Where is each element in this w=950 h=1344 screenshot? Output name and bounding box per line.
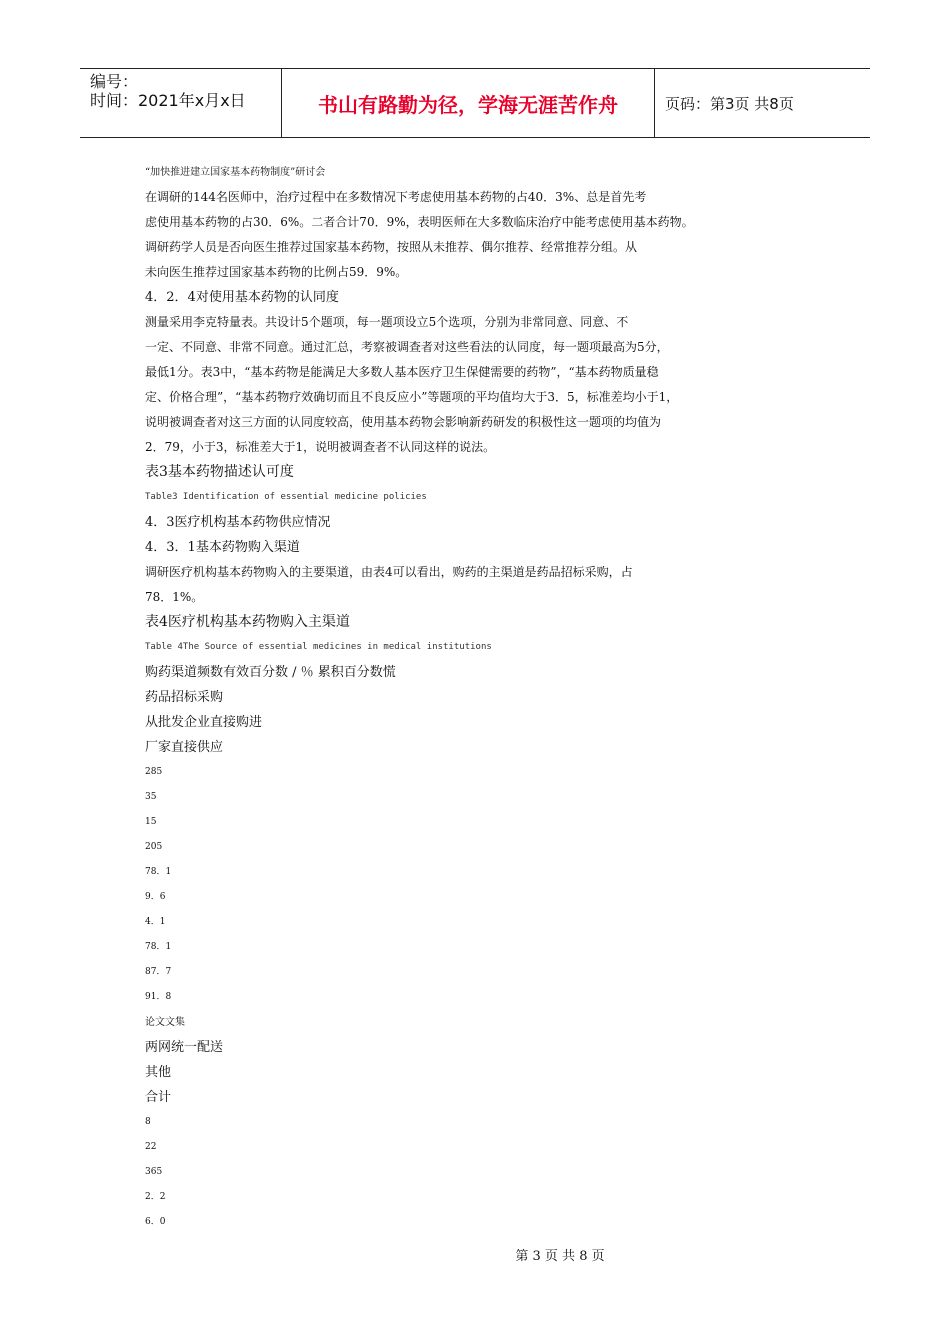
text-line: 表4医疗机构基本药物购入主渠道: [145, 614, 350, 630]
text-line: 定、价格合理”，“基本药物疗效确切而且不良反应小”等题项的平均值均大于3．5，标准差均小于1，: [145, 390, 679, 404]
text-line: 91．8: [145, 992, 172, 1002]
text-line: 35: [145, 792, 157, 802]
text-line: 其他: [145, 1065, 172, 1080]
text-line: Table3 Identification of essential medicine policies: [145, 492, 427, 502]
text-line: 78．1: [145, 867, 172, 877]
text-line: 2．79，小于3，标准差大于1，说明被调查者不认同这样的说法。: [145, 440, 496, 454]
text-line: 从批发企业直接购进: [145, 715, 263, 730]
header-number-label: 编号：: [90, 72, 139, 91]
text-line: 6．0: [145, 1217, 166, 1227]
text-line: 最低1分。表3中，“基本药物是能满足大多数人基本医疗卫生保健需要的药物”，“基本药物质量稳: [145, 365, 659, 379]
page-footer: 第 3 页 共 8 页: [515, 1249, 605, 1264]
header-motto: 书山有路勤为径，学海无涯苦作舟: [281, 69, 655, 137]
text-line: 说明被调查者对这三方面的认同度较高，使用基本药物会影响新药研发的积极性这一题项的均值为: [145, 415, 662, 429]
text-line: 9．6: [145, 892, 166, 902]
text-line: 4．1: [145, 917, 166, 927]
text-line: 厂家直接供应: [145, 740, 224, 755]
text-line: 2．2: [145, 1192, 166, 1202]
text-line: 在调研的144名医师中，治疗过程中在多数情况下考虑使用基本药物的占40．3%、总是首先考: [145, 190, 647, 204]
text-line: 合计: [145, 1090, 172, 1105]
text-line: 调研药学人员是否向医生推荐过国家基本药物，按照从未推荐、偶尔推荐、经常推荐分组。从: [145, 240, 638, 254]
text-line: 4．2．4对使用基本药物的认同度: [145, 290, 339, 305]
text-line: 15: [145, 817, 157, 827]
text-line: 22: [145, 1142, 157, 1152]
text-line: 8: [145, 1117, 151, 1127]
page-header: [80, 68, 870, 138]
text-line: 表3基本药物描述认可度: [145, 464, 294, 480]
text-line: 药品招标采购: [145, 690, 224, 705]
text-line: 4．3．1基本药物购入渠道: [145, 540, 300, 555]
header-meta: [80, 69, 281, 137]
header-date-label: 时间：2021年x月x日: [90, 91, 246, 110]
text-line: 两网统一配送: [145, 1040, 224, 1055]
text-line: Table 4The Source of essential medicines in medical institutions: [145, 642, 492, 652]
header-page-info: 页码：第3页 共8页: [665, 94, 794, 113]
text-line: 87．7: [145, 967, 172, 977]
text-line: 205: [145, 842, 163, 852]
text-line: 一定、不同意、非常不同意。通过汇总，考察被调查者对这些看法的认同度，每一题项最高为5分，: [145, 340, 669, 354]
text-line: 78．1: [145, 942, 172, 952]
document-body: [145, 160, 745, 1235]
text-line: 未向医生推荐过国家基本药物的比例占59．9%。: [145, 265, 408, 279]
text-line: 论文文集: [145, 1017, 185, 1028]
text-line: 78．1%。: [145, 590, 204, 604]
text-line: 调研医疗机构基本药物购入的主要渠道，由表4可以看出，购药的主渠道是药品招标采购，占: [145, 565, 633, 579]
text-line: 4．3医疗机构基本药物供应情况: [145, 515, 331, 530]
text-line: 365: [145, 1167, 163, 1177]
text-line: 测量采用李克特量表。共设计5个题项，每一题项设立5个选项，分别为非常同意、同意、不: [145, 315, 629, 329]
text-line: 购药渠道频数有效百分数 / ％ 累积百分数慌: [145, 665, 396, 680]
text-line: “加快推进建立国家基本药物制度”研讨会: [145, 167, 326, 178]
text-line: 285: [145, 767, 163, 777]
text-line: 虑使用基本药物的占30．6%。二者合计70．9%，表明医师在大多数临床治疗中能考虑使用基本药物。: [145, 215, 694, 229]
